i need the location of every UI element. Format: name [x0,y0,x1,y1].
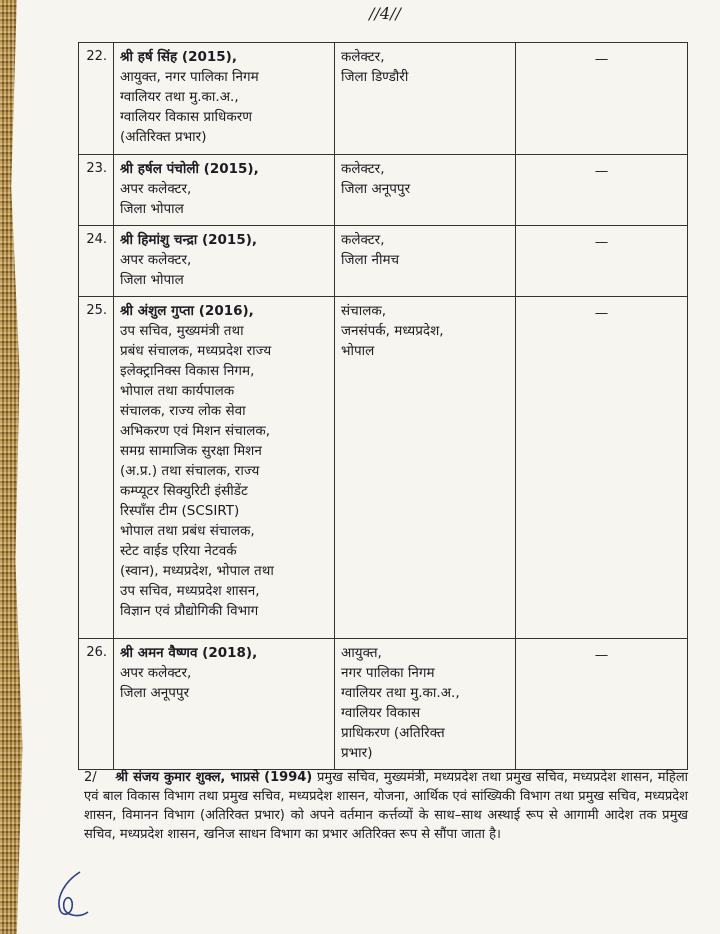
current-post-line: ग्वालियर तथा मु.का.अ., [120,89,239,105]
remark-dash: — [594,234,609,250]
serial-number: 25. [79,297,114,639]
serial-number: 26. [79,639,114,770]
current-post-line: रिस्पॉंस टीम (SCSIRT) [120,503,240,519]
current-post-line: अभिकरण एवं मिशन संचालक, [120,423,271,439]
officer-name: श्री हर्षल पंचोली (2015), [120,161,259,177]
serial-number: 22. [79,43,114,155]
current-post-line: जिला भोपाल [120,201,184,217]
officer-cell [114,226,335,297]
new-posting-cell [335,43,516,155]
current-post-line: संचालक, राज्य लोक सेवा [120,403,246,419]
officer-cell [114,43,335,155]
current-post-line: भोपाल तथा कार्यपालक [120,383,235,399]
current-post-line: (अ.प्र.) तथा संचालक, राज्य [120,463,260,479]
remark-dash: — [594,163,609,179]
new-posting-line: भोपाल [341,343,375,359]
current-post-line: अपर कलेक्टर, [120,665,192,681]
officer-cell [114,155,335,226]
new-posting-line: प्राधिकरण (अतिरिक्त [341,725,445,741]
remark-dash: — [594,647,609,663]
officer-cell [114,639,335,770]
officer-name: श्री हिमांशु चन्द्रा (2015), [120,232,258,248]
new-posting-line: ग्वालियर तथा मु.का.अ., [341,685,460,701]
current-post-line: जिला भोपाल [120,272,184,288]
remark-cell [516,639,688,770]
table-row [79,155,688,226]
serial-number: 24. [79,226,114,297]
paragraph-text: प्रमुख सचिव, मुख्यमंत्री, मध्यप्रदेश तथा प्रमुख सचिव, मध्यप्रदेश शासन, महिला एवं बाल विकास विभाग तथा प्रमुख सचिव, मध्यप्रदेश शासन, योजना, आर्थिक एवं सांख्यिकी विभाग तथा प्रमुख सचिव, मध्यप्रदेश शासन, विमानन विभाग (अतिरिक्त प्रभार) को अपने वर्तमान कर्त्तव्यों के साथ–साथ अस्थाई रूप से आगामी आदेश तक प्रमुख सचिव, मध्यप्रदेश शासन, खनिज साधन विभाग का प्रभार अतिरिक्त रूप से सौंपा जाता है। [84,770,689,842]
paragraph-number: 2/ [84,770,97,785]
new-posting-line: नगर पालिका निगम [341,665,435,681]
order-paragraph [84,768,688,844]
new-posting-line: कलेक्टर, [341,232,385,248]
current-post-line: अपर कलेक्टर, [120,181,192,197]
transfer-table [78,42,688,770]
remark-cell [516,43,688,155]
remark-cell [516,226,688,297]
officer-name: श्री हर्ष सिंह (2015), [120,49,237,65]
new-posting-line: कलेक्टर, [341,161,385,177]
new-posting-line: जिला डिण्डौरी [341,69,409,85]
new-posting-line: जनसंपर्क, मध्यप्रदेश, [341,323,444,339]
new-posting-cell [335,226,516,297]
current-post-line: (अतिरिक्त प्रभार) [120,129,207,145]
new-posting-line: ग्वालियर विकास [341,705,421,721]
remark-dash: — [594,51,609,67]
current-post-line: भोपाल तथा प्रबंध संचालक, [120,523,255,539]
remark-cell [516,297,688,639]
table-row [79,297,688,639]
officer-name: श्री अंशुल गुप्ता (2016), [120,303,254,319]
new-posting-line: जिला नीमच [341,252,400,268]
fabric-background [0,0,28,934]
page-number: //4// [369,4,401,23]
current-post-line: ग्वालियर विकास प्राधिकरण [120,109,252,125]
current-post-line: उप सचिव, मध्यप्रदेश शासन, [120,583,260,599]
serial-number: 23. [79,155,114,226]
current-post-line: आयुक्त, नगर पालिका निगम [120,69,259,85]
current-post-line: जिला अनूपपुर [120,685,190,701]
new-posting-line: आयुक्त, [341,645,382,661]
current-post-line: विज्ञान एवं प्रौद्योगिकी विभाग [120,603,259,619]
officer-name: श्री अमन वैष्णव (2018), [120,645,258,661]
remark-cell [516,155,688,226]
current-post-line: अपर कलेक्टर, [120,252,192,268]
current-post-line: स्टेट वाईड एरिया नेटवर्क [120,543,237,559]
current-post-line: कम्प्यूटर सिक्युरिटी इंसीडेंट [120,483,248,499]
current-post-line: इलेक्ट्रानिक्स विकास निगम, [120,363,255,379]
paragraph-officer-name: श्री संजय कुमार शुक्ल, भाप्रसे (1994) [115,770,313,785]
table-row [79,639,688,770]
signature-mark [50,868,94,920]
current-post-line: समग्र सामाजिक सुरक्षा मिशन [120,443,262,459]
current-post-line: प्रबंध संचालक, मध्यप्रदेश राज्य [120,343,272,359]
new-posting-cell [335,639,516,770]
new-posting-cell [335,155,516,226]
new-posting-line: कलेक्टर, [341,49,385,65]
new-posting-line: संचालक, [341,303,387,319]
new-posting-line: जिला अनूपपुर [341,181,411,197]
remark-dash: — [594,305,609,321]
new-posting-cell [335,297,516,639]
current-post-line: (स्वान), मध्यप्रदेश, भोपाल तथा [120,563,274,579]
new-posting-line: प्रभार) [341,745,373,761]
table-row [79,226,688,297]
table-row [79,43,688,155]
officer-cell [114,297,335,639]
current-post-line: उप सचिव, मुख्यमंत्री तथा [120,323,244,339]
